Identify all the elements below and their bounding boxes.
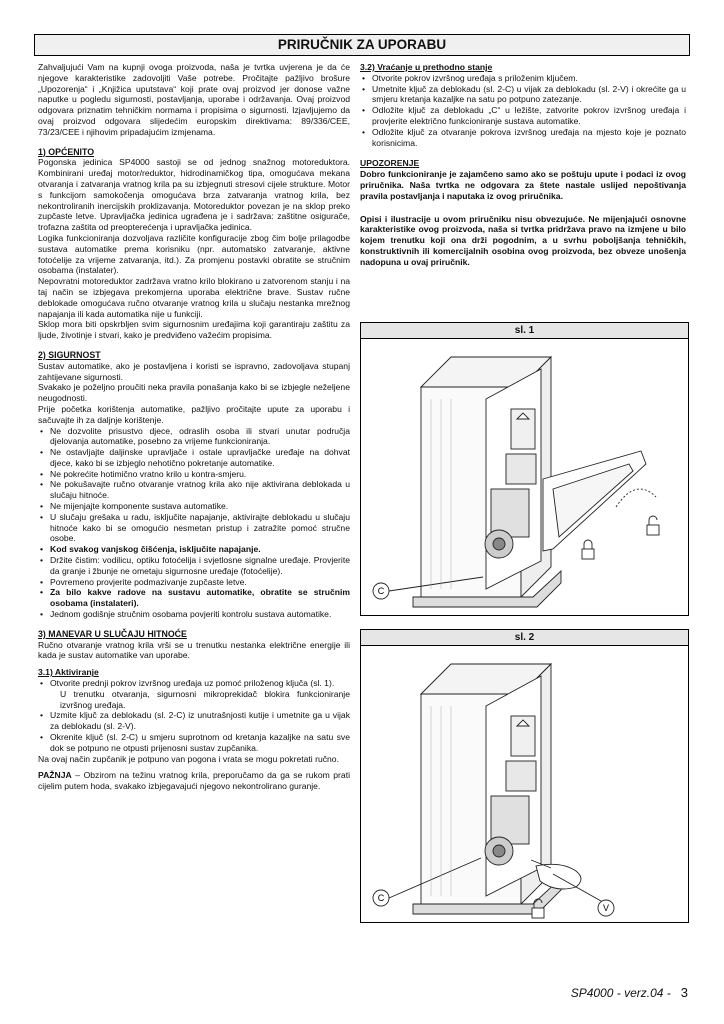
list-item: • Ne mijenjajte komponente sustava automatike.	[50, 501, 350, 512]
right-column	[360, 62, 686, 268]
section-3-paragraph: Ručno otvaranje vratnog krila vrši se u trenutku nestanka električne energije ili kada je sustav automatike van uporabe.	[38, 639, 350, 661]
list-item: • Jednom godišnje stručnim osobama povjeriti kontrolu sustava automatike.	[50, 609, 350, 620]
list-item: • Odložite ključ za otvaranje pokrova izvršnog uređaja na mjesto koje je poznato korisnicima.	[372, 127, 686, 149]
warning-paragraph: Dobro funkcioniranje je zajamčeno samo ako se poštuju upute i podaci iz ovog priručnika. Naša tvrtka ne odgovara za štete nastale uslijed nepoštivanja pravila postavljanja i naputaka iz ovog priručnika.	[360, 169, 686, 201]
page-footer	[571, 985, 688, 1000]
figure-2-illustration	[361, 646, 688, 922]
list-item: • Okrenite ključ (sl. 2-C) u smjeru suprotnom od kretanja kazaljke na satu sve dok se potpuno ne otpusti prijenosni sustav zupčanika.	[50, 732, 350, 754]
list-item: • Odložite ključ za deblokadu „C“ u ležište, zatvorite pokrov izvršnog uređaja i provjerite električno funkcioniranje sustava automatike.	[372, 105, 686, 127]
figure-1-title: sl. 1	[361, 323, 688, 339]
list-item: • Držite čistim: vodilicu, optiku fotoćelija i svjetlosne signalne uređaje. Provjerite da granje i žbunje ne ometaju sigurnosne uređaje (fotoćelije).	[50, 555, 350, 577]
attention-label: PAŽNJA	[38, 770, 72, 781]
list-item: • U slučaju grešaka u radu, isključite napajanje, aktivirajte deblokadu u slučaju hitnoće kako bi se omogućio nesmetan pristup i zatražite pomoć stručne osobe.	[50, 512, 350, 544]
attention-text: – Obzirom na težinu vratnog krila, preporučamo da ga se rukom prati cijelim putem hoda, svakako izbjegavajući njegovo nekontrolirano guranje.	[38, 770, 350, 792]
figure-1	[360, 322, 689, 616]
list-item: • Umetnite ključ za deblokadu (sl. 2-C) u vijak za deblokadu (sl. 2-V) i okrećite ga u smjeru kretanja kazaljke na satu po potpuno zatezanje.	[372, 84, 686, 106]
subsection-3-1-heading: 3.1) Aktiviranje	[38, 667, 99, 678]
list-item: • Povremeno provjerite podmazivanje zupčaste letve.	[50, 577, 350, 588]
label-c: C	[377, 586, 385, 596]
list-item: • Ne pokrećite hotimično vratno krilo u kontra-smjeru.	[50, 469, 350, 480]
list-item: • Otvorite pokrov izvršnog uređaja s priloženim ključem.	[372, 73, 686, 84]
section-1-heading: 1) OPĆENITO	[38, 146, 95, 157]
figure-2-title: sl. 2	[361, 630, 688, 646]
section-1-paragraph: Logika funkcioniranja dozvoljava različite konfiguracije zbog čim bolje prilagodbe sustava automatike prema korisniku (npr. automatsko zatvaranje, aktivne fotoćelije za vrijeme zatvaranja, itd.). Za promjenu postavki obratite se stručnim osobama (instalater).	[38, 232, 350, 276]
figure-1-illustration	[361, 339, 688, 615]
left-column	[38, 62, 350, 792]
page-number: 3	[680, 985, 688, 1000]
safety-list	[38, 426, 350, 620]
footer-model: SP4000 - verz.04 -	[570, 986, 671, 1000]
attention-note	[38, 770, 350, 792]
list-item: • Ne dozvolite prisustvo djece, odraslih osoba ili stvari unutar područja djelovanja automatike, posebno za vrijeme funkcioniranja.	[50, 426, 350, 448]
list-item: • Ne ostavljajte daljinske upravljače i ostale upravljačke uređaje na dohvat djece, kako bi se izbjeglo nehotično pokretanje automatike.	[50, 447, 350, 469]
label-v: V	[602, 903, 610, 913]
section-2-heading: 2) SIGURNOST	[38, 349, 101, 360]
page-title: PRIRUČNIK ZA UPORABU	[34, 34, 690, 56]
restore-steps-list	[360, 73, 686, 149]
list-item: • Kod svakog vanjskog čišćenja, isključite napajanje.	[50, 544, 350, 555]
list-item: • Uzmite ključ za deblokadu (sl. 2-C) iz unutrašnjosti kutije i umetnite ga u vijak za deblokadu (sl. 2-V).	[50, 710, 350, 732]
subsection-3-2-heading: 3.2) Vraćanje u prethodno stanje	[360, 62, 493, 72]
disclaimer-paragraph: Opisi i ilustracije u ovom priručniku nisu obvezujuće. Ne mijenjajući osnovne karakteristike ovog proizvoda, naša si tvrtka pridržava pravo na izmjene u bilo kojem trenutku koji ona drži pogodnim, a u svrhu poboljšanja tehničkih, konstruktivnih ili komercijalnih osobina ovog proizvoda, bez obveze unošenja nadopuna u ovaj priručnik.	[360, 213, 686, 267]
section-3-heading: 3) MANEVAR U SLUČAJU HITNOĆE	[38, 628, 187, 639]
release-steps-list	[38, 678, 350, 754]
section-1-paragraph: Pogonska jedinica SP4000 sastoji se od jednog snažnog motoreduktora. Kombinirani uređaj motor/reduktor, hidrodinamičkog tipa, omogućava mekana otvaranja i zatvaranja vratnog krila pa su izbjegnuti stresovi cijele strukture. Motor s funkcijom samokočenja omogućava brza zatvaranja vratnog krila, bez nekontroliranih inercijskih proklizavanja. Motoreduktor povezan je na sklop preko zupčaste letve. Upravljačka jedinica ugrađena je i sadržava: zaštitne osigurače, trofazna zaštita od preopterećenja i upravljačka jedinica.	[38, 157, 350, 233]
list-item-text: Otvorite prednji pokrov izvršnog uređaja uz pomoć priloženog ključa (sl. 1).	[50, 678, 335, 689]
list-item	[50, 678, 350, 710]
warning-heading: UPOZORENJE	[360, 158, 420, 169]
list-item-subtext: U trenutku otvaranja, sigurnosni mikroprekidač blokira funkcioniranje izvršnog uređaja.	[60, 688, 350, 710]
section-3-paragraph: Na ovaj način zupčanik je potpuno van pogona i vrata se mogu pokretati ručno.	[38, 753, 339, 764]
list-item: • Za bilo kakve radove na sustavu automatike, obratite se stručnim osobama (instalateri).	[50, 587, 350, 609]
section-1-paragraph: Nepovratni motoreduktor zadržava vratno krilo blokirano u zatvorenom stanju i na taj način se izbjegava prekomjerna uporaba električne brave. Sustav ručne deblokade omogućava ručno otvaranje vratnog krila u slučaju nestanka mrežnog napajanja ili kada automatika nije u funkciji.	[38, 276, 350, 319]
list-item: • Ne pokušavajte ručno otvaranje vratnog krila ako nije aktivirana deblokada u slučaju hitnoće.	[50, 479, 350, 501]
intro-paragraph: Zahvaljujući Vam na kupnji ovoga proizvoda, naša je tvrtka uvjerena je da će njegove karakteristike zadovoljiti Vaše potrebe. Pročitajte pažljivo brošure „Upozorenja“ i „Knjižica uputstava“ koji prate ovaj proizvod jer donose važne naputke u pogledu sigurnosti, postavljanja, uporabe i održavanja. Ovaj proizvod odgovara priznatim tehničkim normama i propisima o sigurnosti. Izjavljujemo da ovaj proizvod odgovara slijedećim europskim direktivama: 89/336/CEE, 73/23/CEE i njihovim pripadajućim izmjenama.	[38, 62, 350, 137]
label-c: C	[377, 893, 385, 903]
section-1-paragraph: Sklop mora biti opskrbljen svim sigurnosnim uređajima koji garantiraju zaštitu za ljude, životinje i stvari, kako je predviđeno važećim propisima.	[38, 319, 350, 341]
section-2-paragraph: Svakako je poželjno proučiti neka pravila ponašanja kako bi se izbjegle neželjene neugodnosti.	[38, 382, 350, 404]
section-2-paragraph: Sustav automatike, ako je postavljena i koristi se ispravno, zadovoljava stupanj zahtijevane sigurnosti.	[38, 360, 350, 382]
section-2-paragraph: Prije početka korištenja automatike, pažljivo pročitajte upute za uporabu i sačuvajte ih za daljnje korištenje.	[38, 403, 350, 425]
figure-2	[360, 629, 689, 923]
